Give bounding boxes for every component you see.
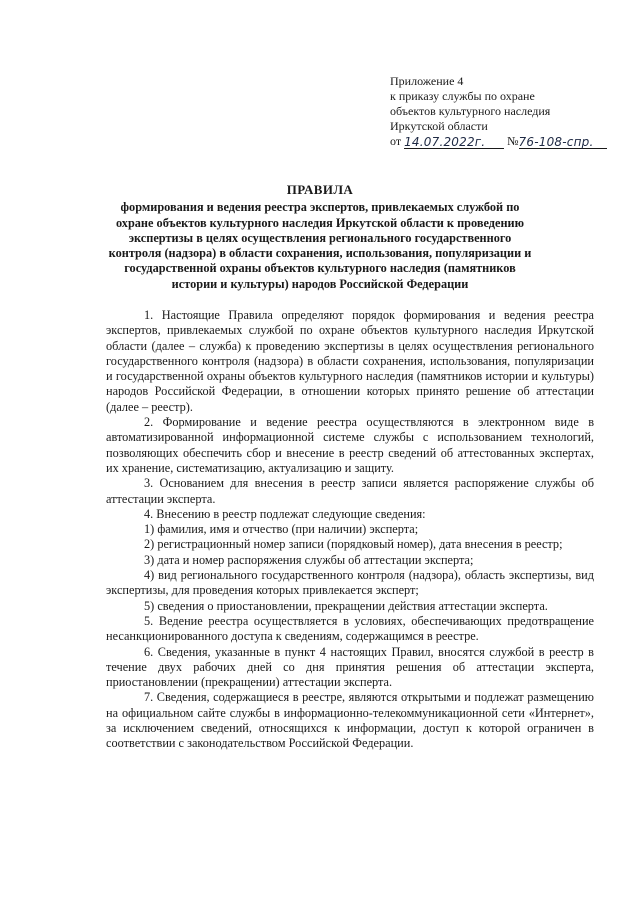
annex-line-3: объектов культурного наследия	[390, 104, 551, 118]
paragraph: 6. Сведения, указанные в пункт 4 настоящих Правил, вносятся службой в реестр в течение двух рабочих дней со дня принятия решения об аттестации эксперта, приостановлении (прекращении) аттестации эксперта.	[106, 644, 594, 690]
document-title	[105, 182, 535, 292]
paragraph: 5. Ведение реестра осуществляется в условиях, обеспечивающих предотвращение несанкционированного доступа к сведениям, содержащимся в реестре.	[106, 613, 594, 644]
list-item: 3) дата и номер распоряжения службы об аттестации эксперта;	[144, 552, 474, 567]
from-label: от	[390, 134, 402, 148]
annex-line-1: Приложение 4	[390, 74, 464, 88]
list-item: 2) регистрационный номер записи (порядковый номер), дата внесения в реестр;	[144, 537, 563, 552]
handwritten-date: 14.07.2022г.	[404, 135, 486, 149]
title-subtitle: формирования и ведения реестра экспертов, привлекаемых службой по охране объектов культурного наследия Иркутской области к проведению экспертизы в целях осуществления регионального государственного контроля (надзора) в области сохранения, использования, популяризации и государственной охраны объектов культурного наследия (памятников истории и культуры) народов Российской Федерации	[108, 200, 532, 291]
paragraph: 7. Сведения, содержащиеся в реестре, являются открытыми и подлежат размещению на официальном сайте службы в информационно-телекоммуникационной сети «Интернет», за исключением сведений, относящихся к информации, доступ к которой ограничен в соответствии с законодательством Российской Федерации.	[106, 690, 594, 751]
paragraph: 1. Настоящие Правила определяют порядок формирования и ведения реестра экспертов, привлекаемых службой по охране объектов культурного наследия Иркутской области (далее – служба) к проведению экспертизы в целях осуществления регионального государственного контроля (надзора) в области сохранения, использования, популяризации и государственной охраны объектов культурного наследия (памятников истории и культуры) народов Российской Федерации, в отношении которых принято решение об аттестации (далее – реестр).	[106, 308, 594, 414]
annex-line-2: к приказу службы по охране	[390, 89, 535, 103]
list-item: 4) вид регионального государственного контроля (надзора), область экспертизы, вид экспертизы, для проведения которых привлекается эксперт;	[106, 568, 594, 598]
number-label: №	[507, 134, 519, 148]
annex-line-4: Иркутской области	[390, 119, 488, 133]
document-body	[106, 308, 594, 752]
paragraph: 2. Формирование и ведение реестра осуществляются в электронном виде в автоматизированной информационной системе службы с использованием технологий, позволяющих обеспечить сбор и внесение в реестр сведений об аттестованных экспертах, их хранение, систематизацию, актуализацию и защиту.	[106, 415, 594, 475]
number-field	[519, 135, 607, 149]
paragraph: 4. Внесению в реестр подлежат следующие сведения:	[144, 506, 426, 521]
list-item: 5) сведения о приостановлении, прекращении действия аттестации эксперта.	[144, 598, 548, 613]
paragraph: 3. Основанием для внесения в реестр записи является распоряжение службы об аттестации эксперта.	[106, 476, 594, 506]
list-item: 1) фамилия, имя и отчество (при наличии) эксперта;	[144, 522, 419, 537]
annex-date-line	[390, 134, 630, 152]
handwritten-number: 76-108-спр.	[518, 135, 594, 149]
annex-header	[390, 74, 630, 152]
title-heading: ПРАВИЛА	[286, 182, 354, 197]
date-field	[404, 135, 504, 149]
